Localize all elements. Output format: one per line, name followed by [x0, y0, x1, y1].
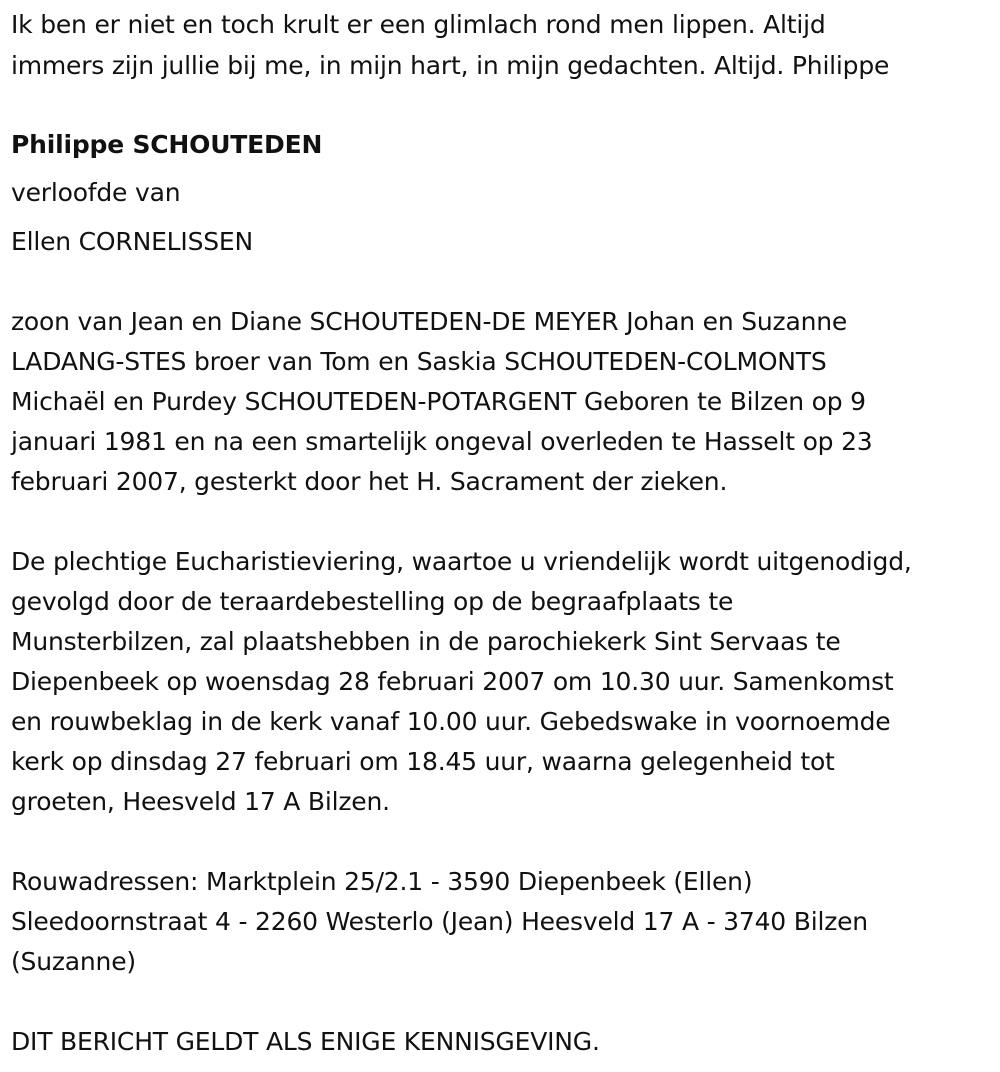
family-line-2: LADANG-STES broer van Tom en Saskia SCHOUTEDEN-COLMONTS — [11, 347, 827, 376]
addresses-line-1: Rouwadressen: Marktplein 25/2.1 - 3590 Diepenbeek (Ellen) — [11, 867, 753, 896]
partner-name: Ellen CORNELISSEN — [11, 227, 253, 256]
ceremony-line-6: kerk op dinsdag 27 februari om 18.45 uur, waarna gelegenheid tot — [11, 747, 835, 776]
intro-line-1: Ik ben er niet en toch krult er een glimlach rond men lippen. Altijd — [11, 10, 826, 39]
family-line-3: Michaël en Purdey SCHOUTEDEN-POTARGENT Geboren te Bilzen op 9 — [11, 387, 866, 416]
relation-text: verloofde van — [11, 178, 181, 207]
family-line-5: februari 2007, gesterkt door het H. Sacrament der zieken. — [11, 467, 728, 496]
ceremony-line-3: Munsterbilzen, zal plaatshebben in de parochiekerk Sint Servaas te — [11, 627, 841, 656]
ceremony-line-4: Diepenbeek op woensdag 28 februari 2007 om 10.30 uur. Samenkomst — [11, 667, 894, 696]
ceremony-line-2: gevolgd door de teraardebestelling op de begraafplaats te — [11, 587, 734, 616]
intro-line-2: immers zijn jullie bij me, in mijn hart, in mijn gedachten. Altijd. Philippe — [11, 51, 890, 80]
family-line-4: januari 1981 en na een smartelijk ongeval overleden te Hasselt op 23 — [11, 427, 873, 456]
addresses-line-2: Sleedoornstraat 4 - 2260 Westerlo (Jean) Heesveld 17 A - 3740 Bilzen — [11, 907, 868, 936]
ceremony-line-5: en rouwbeklag in de kerk vanaf 10.00 uur. Gebedswake in voornoemde — [11, 707, 891, 736]
family-line-1: zoon van Jean en Diane SCHOUTEDEN-DE MEYER Johan en Suzanne — [11, 307, 848, 336]
ceremony-line-7: groeten, Heesveld 17 A Bilzen. — [11, 787, 390, 816]
deceased-name: Philippe SCHOUTEDEN — [11, 130, 323, 159]
notice-text: DIT BERICHT GELDT ALS ENIGE KENNISGEVING. — [11, 1027, 600, 1056]
ceremony-line-1: De plechtige Eucharistieviering, waartoe u vriendelijk wordt uitgenodigd, — [11, 547, 912, 576]
addresses-line-3: (Suzanne) — [11, 947, 136, 976]
